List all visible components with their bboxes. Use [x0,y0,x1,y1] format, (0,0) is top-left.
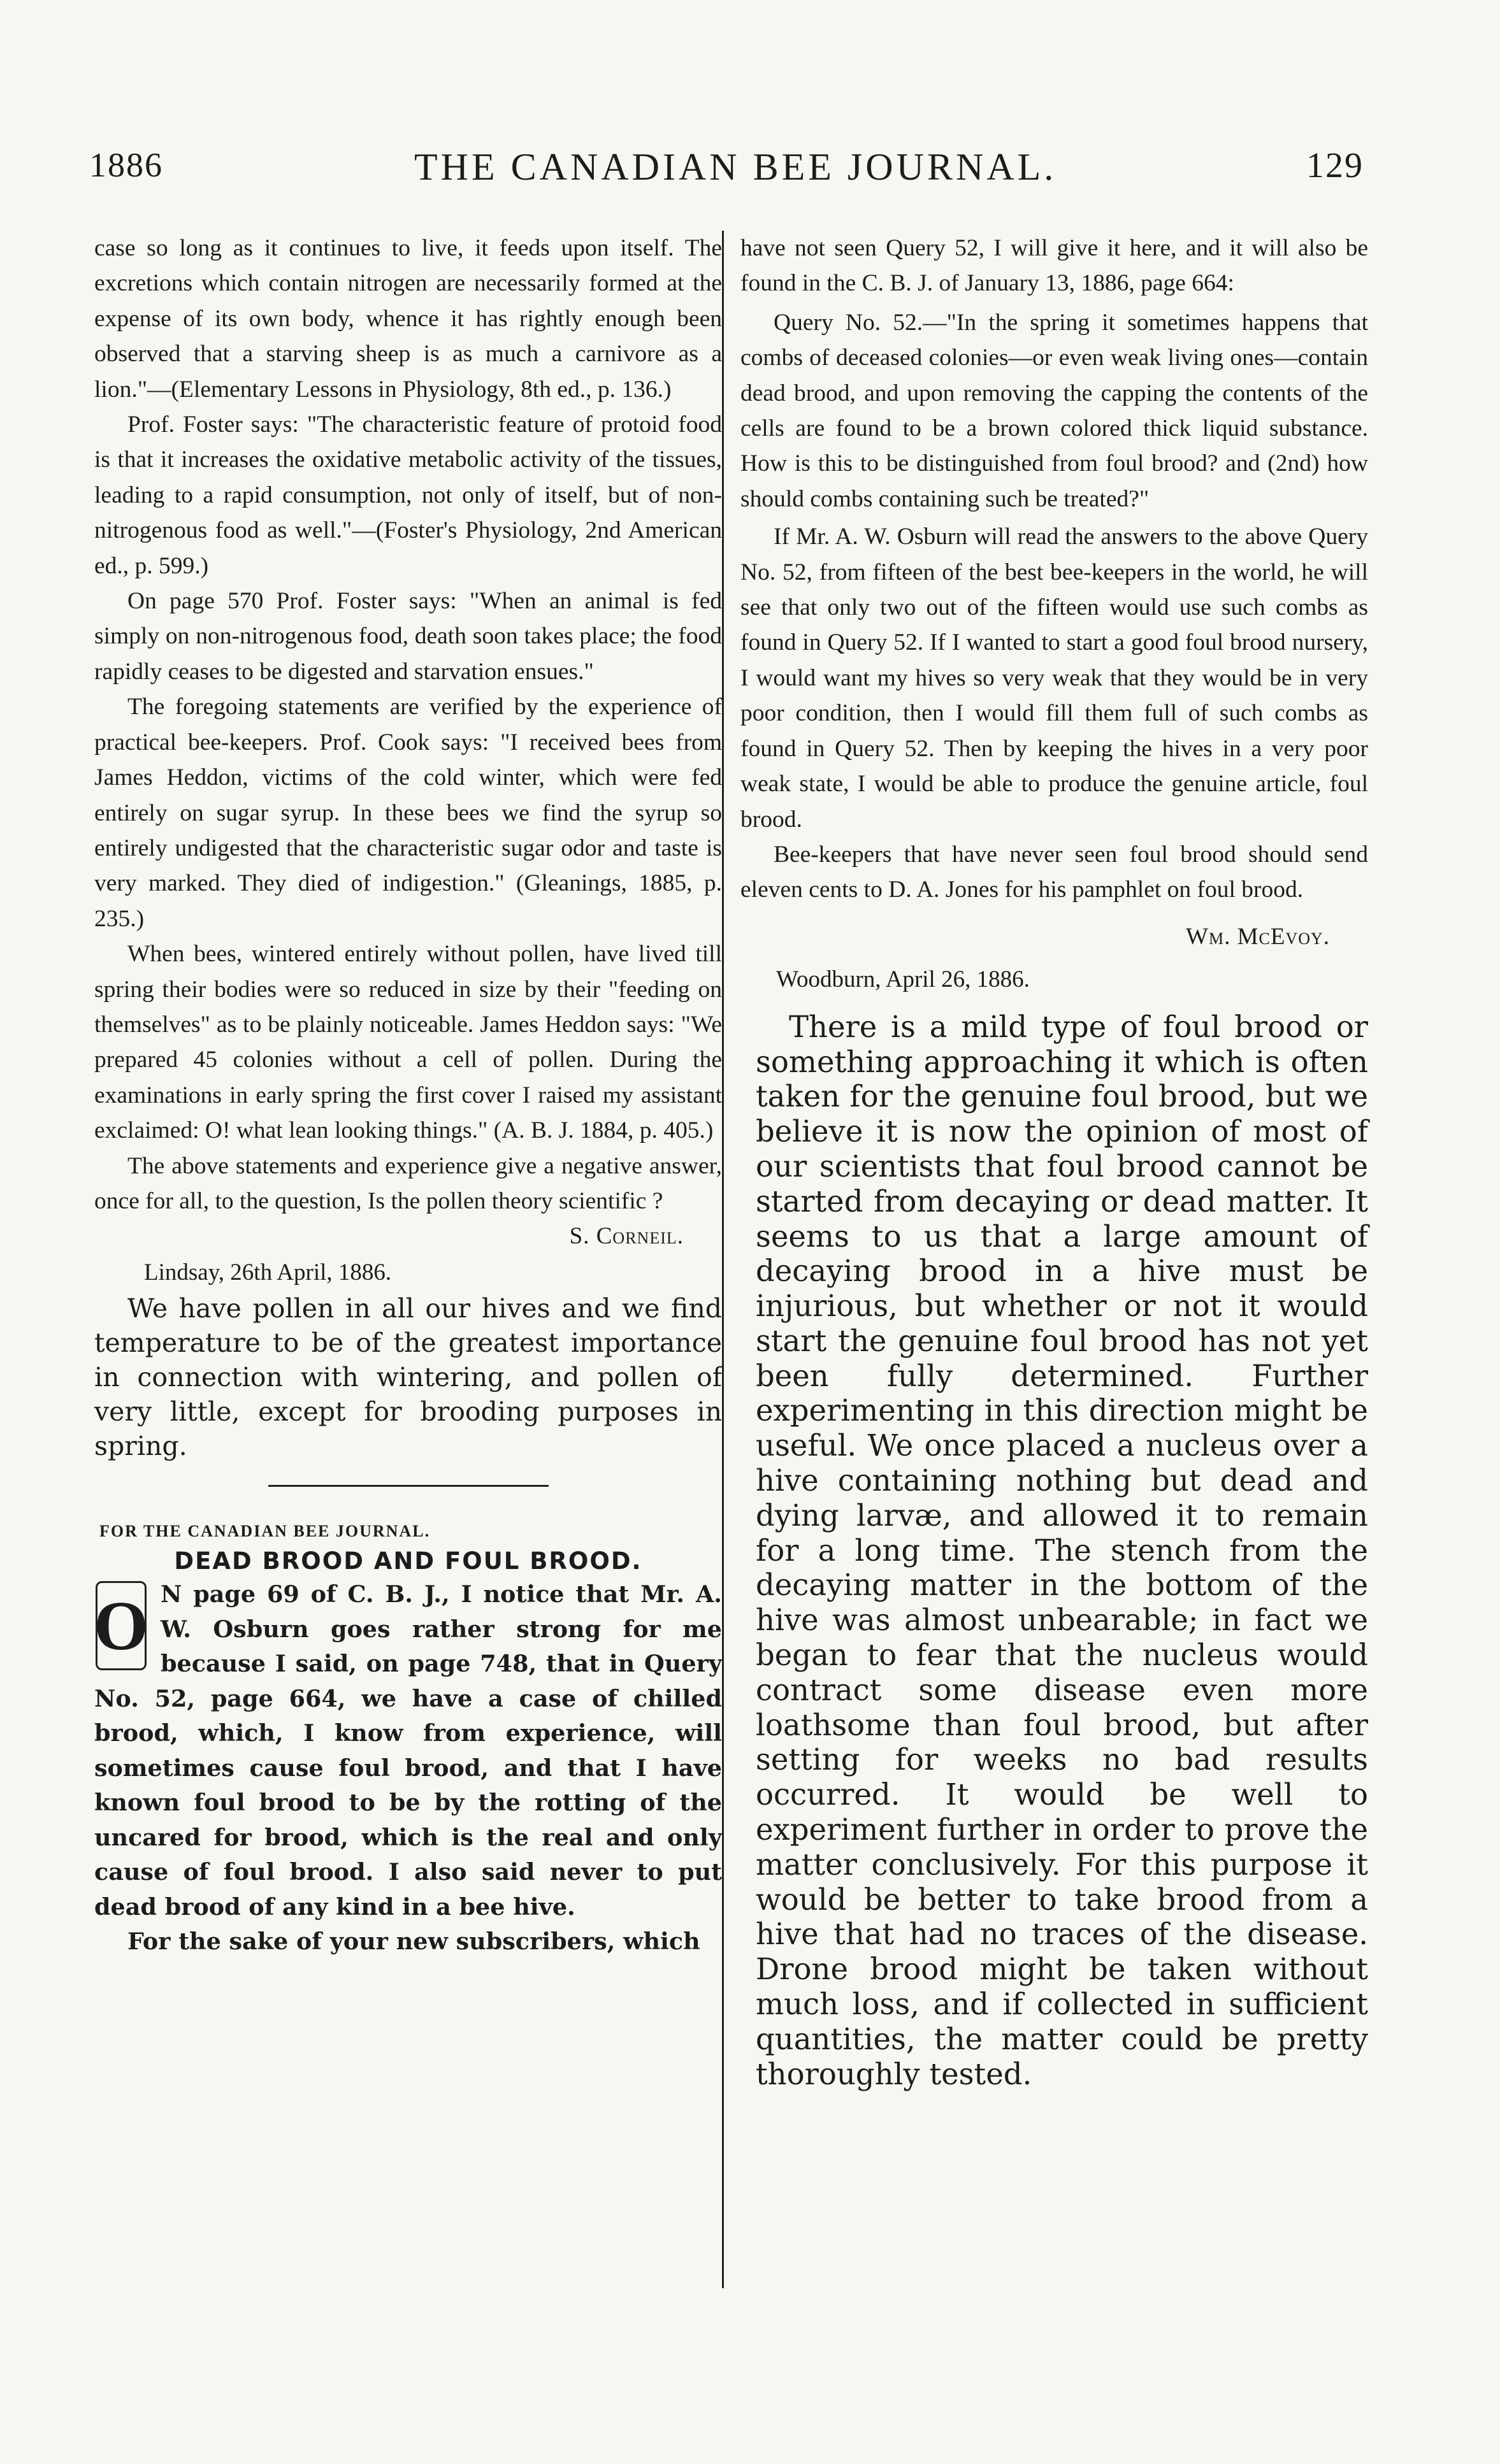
query-quote: Query No. 52.—"In the spring it sometimes happens that combs of deceased colonies—or even weak living ones—contain dead brood, and upon removing the capping the contents of the cells are found to be a brown colored thick liquid substance. How is this to be distinguished from foul brood? and (2nd) how should combs containing such be treated?" [740,309,1368,512]
paragraph: The above statements and experience give a negative answer, once for all, to the question, Is the pollen theory scientific ? [94,1152,722,1214]
department-label: FOR THE CANADIAN BEE JOURNAL. [99,1522,431,1541]
header-title: THE CANADIAN BEE JOURNAL. [414,146,1057,188]
drop-cap: O [96,1581,147,1670]
paragraph: Bee-keepers that have never seen foul brood should send eleven cents to D. A. Jones for his pamphlet on foul brood. [740,841,1368,903]
page-header [83,145,1364,206]
column-divider [722,231,724,2288]
left-column [94,231,722,1959]
paragraph: If Mr. A. W. Osburn will read the answers to the above Query No. 52, from fifteen of the best bee-keepers in the world, he will see that only two out of the fifteen would use such combs as found in Query 52. If I wanted to start a good foul brood nursery, I would want my hives so very weak that they would be in very poor condition, then I would fill them full of such combs as found in Query 52. Then by keeping the hives in a very poor weak state, I would be able to produce the genuine article, foul brood. [740,524,1368,833]
paragraph: On page 570 Prof. Foster says: "When an animal is fed simply on non-nitrogenous food, death soon takes place; the food rapidly ceases to be digested and starvation ensues." [94,588,722,685]
paragraph: The foregoing statements are verified by the experience of practical bee-keepers. Prof. Cook says: "I received bees from James Heddon, victims of the cold winter, which were fed entirely on sugar syrup. In these bees we find the syrup so entirely undigested that the characteristic sugar odor and taste is very marked. They died of indigestion." (Gleanings, 1885, p. 235.) [94,694,722,932]
paragraph: When bees, wintered entirely without pollen, have lived till spring their bodies were so reduced in size by their "feeding on themselves" as to be plainly noticeable. James Heddon says: "We prepared 45 colonies without a cell of pollen. During the examinations in early spring the first cover I raised my assistant exclaimed: O! what lean looking things." (A. B. J. 1884, p. 405.) [94,941,722,1144]
header-year: 1886 [89,146,163,184]
author-signature: Wm. McEvoy. [1186,923,1330,950]
paragraph: have not seen Query 52, I will give it here, and it will also be found in the C. B. J. of January 13, 1886, page 664: [740,235,1368,297]
editor-note: There is a mild type of foul brood or something approaching it which is often taken for the genuine foul brood, but we believe it is now the opinion of most of our scientists that foul brood cannot be started from decaying or dead matter. It seems to us that a large amount of decaying brood in a hive must be injurious, but whether or not it would start the genuine foul brood has not yet been fully determined. Further experimenting in this direction might be useful. We once placed a nucleus over a hive containing nothing but dead and dying larvæ, and allowed it to remain for a long time. The stench from the decaying matter in the bottom of the hive was almost unbearable; in fact we began to fear that the nucleus would contract some disease even more loathsome than foul brood, but after setting for weeks no bad results occurred. It would be well to experiment further in order to prove the matter conclusively. For this purpose it would be better to take brood from a hive that had no traces of the disease. Drone brood might be taken without much loss, and if collected in sufficient quantities, the matter could be pretty thoroughly tested. [756,1009,1368,2091]
article-opening [94,1577,722,1924]
paragraph: case so long as it continues to live, it feeds upon itself. The excretions which contain nitrogen are necessarily formed at the expense of its own body, whence it has rightly enough been observed that a starving sheep is as much a carnivore as a lion."—(Elementary Lessons in Physiology, 8th ed., p. 136.) [94,235,722,403]
paragraph: For the sake of your new subscribers, which [127,1928,700,1956]
section-ornament [94,1477,722,1496]
paragraph: Prof. Foster says: "The characteristic feature of protoid food is that it increases the oxidative metabolic activity of the tissues, leading to a rapid consumption, not only of itself, but of non-nitrogenous food as well."—(Foster's Physiology, 2nd American ed., p. 599.) [94,412,722,579]
dateline: Lindsay, 26th April, 1886. [144,1259,392,1286]
article-title: DEAD BROOD AND FOUL BROOD. [174,1547,642,1575]
header-page-number: 129 [1306,146,1364,185]
article-body: N page 69 of C. B. J., I notice that Mr. A. W. Osburn goes rather strong for me because I said, on page 748, that in Query No. 52, page 664, we have a case of chilled brood, which, I know from experience, will sometimes cause foul brood, and that I have known foul brood to be by the rotting of the uncared for brood, which is the real and only cause of foul brood. I also said never to put dead brood of any kind in a bee hive. [94,1580,722,1921]
dateline: Woodburn, April 26, 1886. [776,966,1030,992]
editor-note: We have pollen in all our hives and we find temperature to be of the greatest importance in connection with wintering, and pollen of very little, except for brooding purposes in spring. [94,1293,722,1462]
right-column [740,231,1368,2091]
author-signature: S. Corneil. [569,1223,684,1250]
